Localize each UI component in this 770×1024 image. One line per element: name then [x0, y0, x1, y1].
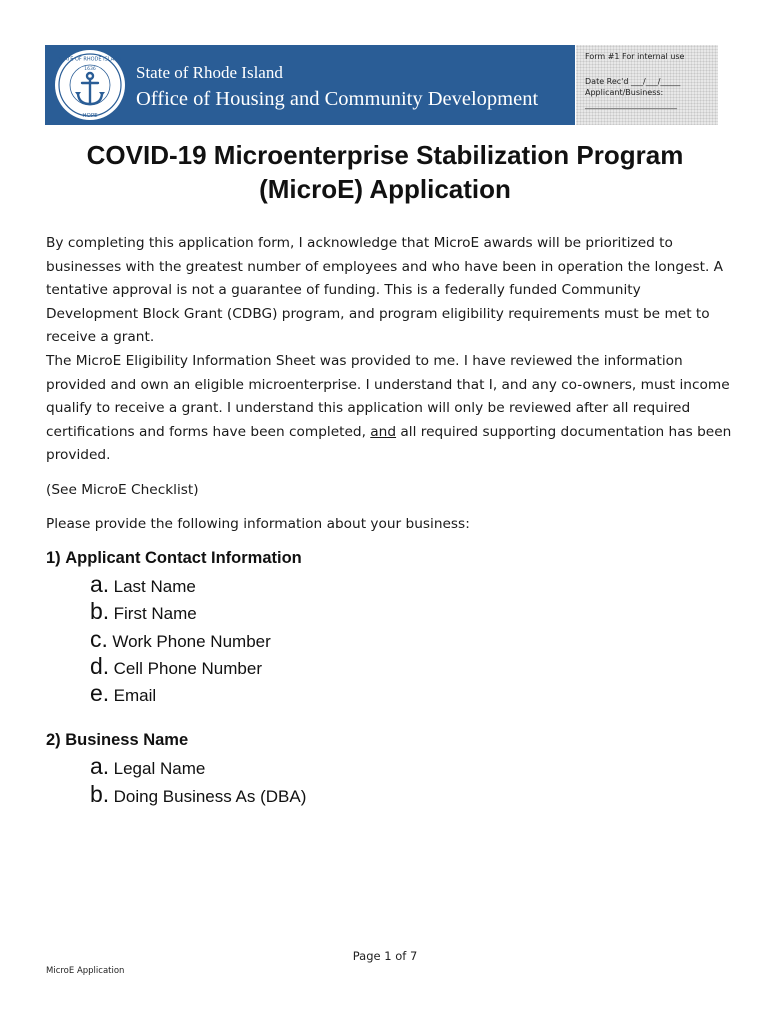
seal-year: 1636	[84, 67, 96, 72]
section-number: 2)	[46, 731, 61, 749]
list-item-label: Cell Phone Number	[113, 659, 262, 678]
list-item	[90, 680, 156, 707]
page-number: Page 1 of 7	[352, 949, 418, 963]
list-item-letter: e.	[90, 680, 110, 706]
list-item-letter: b.	[90, 598, 110, 624]
list-item-label: Doing Business As (DBA)	[113, 787, 307, 806]
section-title: Business Name	[65, 731, 189, 749]
list-item	[90, 626, 271, 653]
business-info-intro: Please provide the following information about your business:	[46, 516, 470, 532]
eligibility-paragraph	[46, 350, 736, 468]
header-banner	[45, 45, 575, 125]
page-title	[0, 138, 770, 206]
list-item-letter: a.	[90, 571, 110, 597]
list-item	[90, 598, 197, 625]
list-item-label: First Name	[113, 604, 197, 623]
section-title: Applicant Contact Information	[65, 549, 302, 567]
section-applicant-contact-heading	[46, 549, 302, 568]
checklist-note: (See MicroE Checklist)	[46, 482, 199, 498]
acknowledgement-paragraph: By completing this application form, I acknowledge that MicroE awards will be prioritized to businesses with the greatest number of employees and who have been in operation the longest. A tentative approval is not a guarantee of funding. This is a federally funded Community Development Block Grant (CDBG) program, and program eligibility requirements must be met to receive a grant.	[46, 235, 724, 345]
internal-applicant-label: Applicant/Business:	[585, 88, 664, 97]
seal-top-text: STATE OF RHODE ISLAND	[58, 56, 122, 63]
eligibility-underlined-and: and	[370, 423, 397, 440]
internal-use-box	[576, 45, 718, 125]
state-seal-anchor-icon	[53, 48, 127, 122]
internal-applicant-blank: _______________________	[585, 100, 677, 109]
eligibility-text-part1: The MicroE Eligibility Information Sheet was provided to me. I have reviewed the information provided and own an eligible microenterprise. I understand that I, and any co-owners, must income qualify to receive a grant. I understand this application will only be reviewed after all required certifications and forms have been completed,	[46, 353, 730, 440]
banner-state-title: State of Rhode Island	[136, 63, 283, 82]
list-item	[90, 571, 196, 598]
footer-document-name: MicroE Application	[46, 966, 125, 976]
list-item-label: Email	[113, 686, 157, 705]
list-item-letter: b.	[90, 781, 110, 807]
page-title-line1: COVID-19 Microenterprise Stabilization Program	[86, 140, 684, 170]
list-item-letter: c.	[90, 626, 108, 652]
list-item	[90, 781, 306, 808]
list-item	[90, 753, 205, 780]
list-item-letter: a.	[90, 753, 110, 779]
page-title-line2: (MicroE) Application	[259, 174, 511, 204]
list-item	[90, 653, 262, 680]
internal-form-label: Form #1 For internal use	[585, 52, 685, 61]
seal-bottom-text: HOPE	[82, 113, 98, 119]
section-business-name-heading	[46, 731, 188, 750]
list-item-letter: d.	[90, 653, 110, 679]
list-item-label: Work Phone Number	[112, 632, 271, 651]
list-item-label: Last Name	[113, 577, 196, 596]
list-item-label: Legal Name	[113, 759, 206, 778]
section-number: 1)	[46, 549, 61, 567]
banner-office-title: Office of Housing and Community Development	[136, 88, 539, 110]
eligibility-text-part2: all required supporting documentation has been provided.	[46, 423, 732, 463]
internal-date-received: Date Rec'd ___/___/_____	[585, 77, 681, 86]
